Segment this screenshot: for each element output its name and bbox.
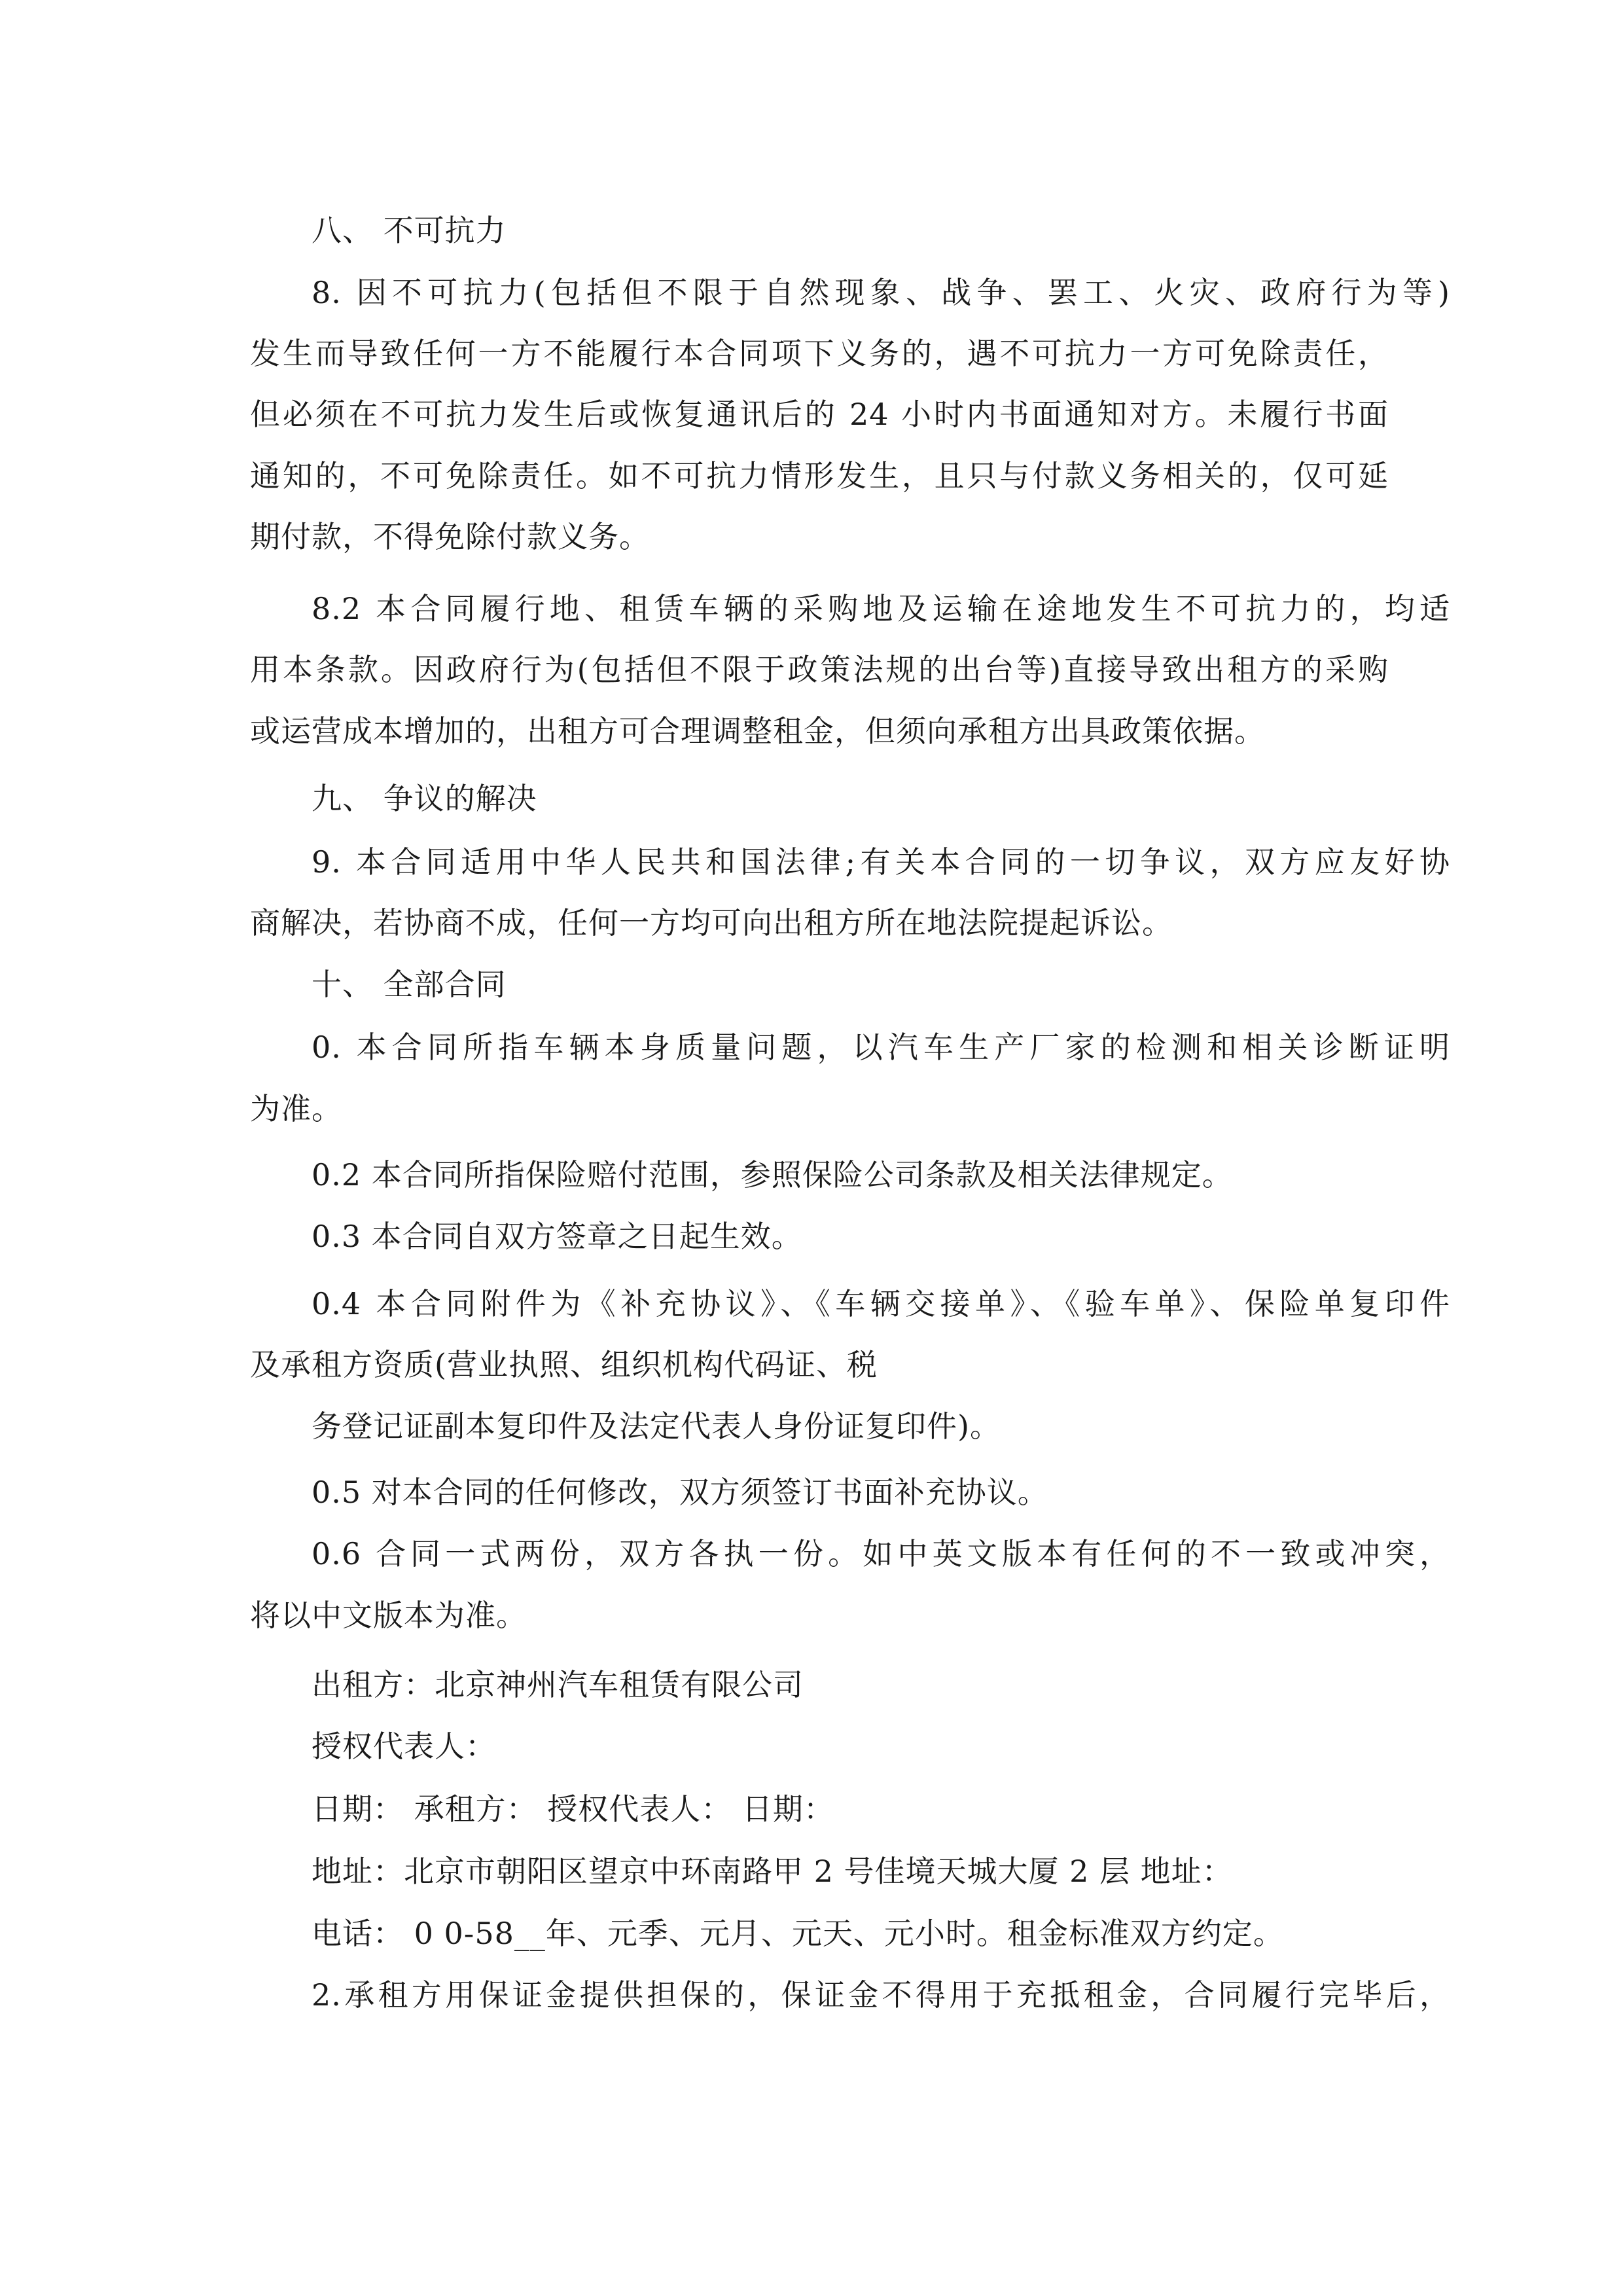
clause-0-line-2: 为准。 <box>250 1091 342 1126</box>
clause-8-2-line-3: 或运营成本增加的，出租方可合理调整租金，但须向承租方出具政策依据。 <box>250 713 1265 749</box>
clause-0-2: 0.2 本合同所指保险赔付范围，参照保险公司条款及相关法律规定。 <box>312 1157 1233 1193</box>
clause-8-line-3: 但必须在不可抗力发生后或恢复通讯后的 24 小时内书面通知对方。未履行书面 <box>250 397 1389 432</box>
clause-8-2-line-2: 用本条款。因政府行为(包括但不限于政策法规的出台等)直接导致出租方的采购 <box>250 652 1389 687</box>
clause-0-line-1: 0. 本合同所指车辆本身质量问题，以汽车生产厂家的检测和相关诊断证明 <box>312 1030 1450 1065</box>
clause-8-line-4: 通知的，不可免除责任。如不可抗力情形发生，且只与付款义务相关的，仅可延 <box>250 458 1389 493</box>
section-heading-force-majeure: 八、 不可抗力 <box>312 213 507 248</box>
section-heading-entire-contract: 十、 全部合同 <box>312 967 507 1002</box>
clause-0-6-line-2: 将以中文版本为准。 <box>250 1598 527 1633</box>
clause-0-5: 0.5 对本合同的任何修改，双方须签订书面补充协议。 <box>312 1475 1048 1510</box>
phone-rent-line: 电话： 0 0-58__年、元季、元月、元天、元小时。租金标准双方约定。 <box>312 1916 1284 1951</box>
clause-0-4-line-1: 0.4 本合同附件为《补充协议》、《车辆交接单》、《验车单》、保险单复印件 <box>312 1286 1450 1321</box>
clause-0-4-line-2: 及承租方资质(营业执照、组织机构代码证、税 <box>250 1347 878 1382</box>
clause-0-3: 0.3 本合同自双方签章之日起生效。 <box>312 1219 802 1254</box>
lessor-name: 出租方：北京神州汽车租赁有限公司 <box>312 1667 804 1702</box>
clause-0-4-line-3: 务登记证副本复印件及法定代表人身份证复印件)。 <box>312 1408 1001 1444</box>
clause-9-line-1: 9. 本合同适用中华人民共和国法律;有关本合同的一切争议，双方应友好协 <box>312 844 1450 880</box>
clause-8-line-5: 期付款，不得免除付款义务。 <box>250 519 650 554</box>
clause-8-2-line-1: 8.2 本合同履行地、租赁车辆的采购地及运输在途地发生不可抗力的，均适 <box>312 591 1450 626</box>
section-heading-dispute: 九、 争议的解决 <box>312 781 537 816</box>
deposit-clause-line: 2.承租方用保证金提供担保的，保证金不得用于充抵租金，合同履行完毕后， <box>312 1977 1450 2013</box>
address-line: 地址：北京市朝阳区望京中环南路甲 2 号佳境天城大厦 2 层 地址： <box>312 1854 1233 1889</box>
clause-0-6-line-1: 0.6 合同一式两份，双方各执一份。如中英文版本有任何的不一致或冲突， <box>312 1536 1450 1571</box>
date-lessee-line: 日期： 承租方： 授权代表人： 日期： <box>312 1791 834 1827</box>
clause-9-line-2: 商解决，若协商不成，任何一方均可向出租方所在地法院提起诉讼。 <box>250 905 1173 941</box>
clause-8-line-2: 发生而导致任何一方不能履行本合同项下义务的，遇不可抗力一方可免除责任， <box>250 336 1389 371</box>
clause-8-line-1: 8. 因不可抗力(包括但不限于自然现象、战争、罢工、火灾、政府行为等) <box>312 275 1450 310</box>
authorized-representative: 授权代表人： <box>312 1729 496 1764</box>
